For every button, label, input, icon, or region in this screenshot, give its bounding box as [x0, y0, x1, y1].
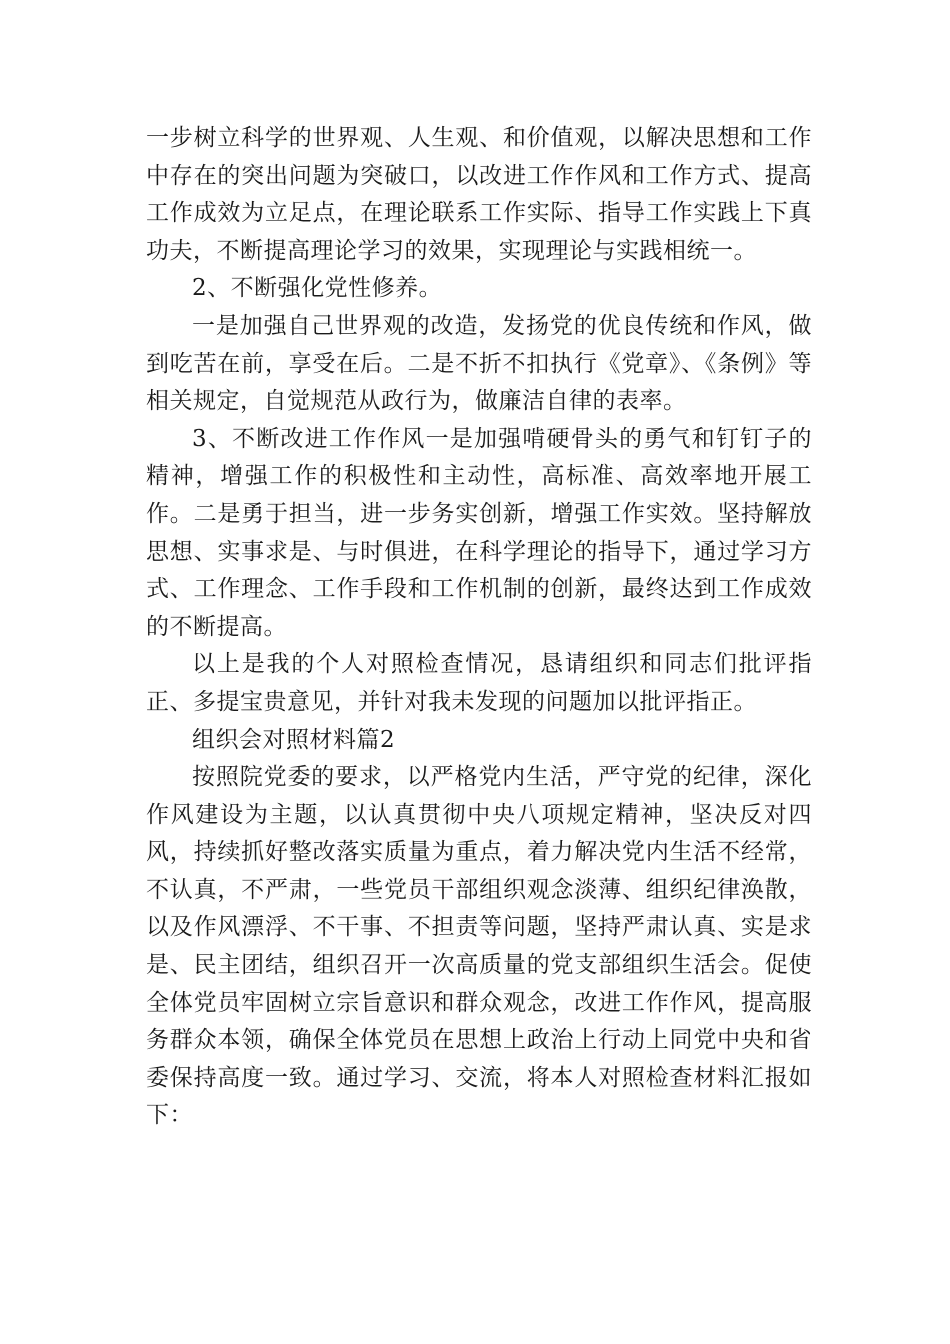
paragraph-item-2-title: 2、不断强化党性修养。: [192, 275, 443, 302]
document-page: [146, 120, 812, 1135]
section-heading-part-2: 组织会对照材料篇2: [192, 726, 396, 753]
paragraph-closing: 以上是我的个人对照检查情况，恳请组织和同志们批评指正、多提宝贵意见，并针对我未发现的问题加以批评指正。: [146, 651, 812, 715]
paragraph-item-3: 3、不断改进工作作风一是加强啃硬骨头的勇气和钉钉子的精神，增强工作的积极性和主动性，高标准、高效率地开展工作。二是勇于担当，进一步务实创新，增强工作实效。坚持解放思想、实事求是、与时俱进，在科学理论的指导下，通过学习方式、工作理念、工作手段和工作机制的创新，最终达到工作成效的不断提高。: [146, 425, 812, 640]
paragraph-item-2-body: 一是加强自己世界观的改造，发扬党的优良传统和作风，做到吃苦在前，享受在后。二是不折不扣执行《党章》、《条例》等相关规定，自觉规范从政行为，做廉洁自律的表率。: [146, 312, 812, 415]
paragraph-continuation: 一步树立科学的世界观、人生观、和价值观，以解决思想和工作中存在的突出问题为突破口，以改进工作作风和工作方式、提高工作成效为立足点，在理论联系工作实际、指导工作实践上下真功夫，不断提高理论学习的效果，实现理论与实践相统一。: [146, 125, 812, 264]
paragraph-part-2-intro: 按照院党委的要求，以严格党内生活，严守党的纪律，深化作风建设为主题，以认真贯彻中央八项规定精神，坚决反对四风，持续抓好整改落实质量为重点，着力解决党内生活不经常，不认真，不严肃，一些党员干部组织观念淡薄、组织纪律涣散，以及作风漂浮、不干事、不担责等问题，坚持严肃认真、实是求是、民主团结，组织召开一次高质量的党支部组织生活会。促使全体党员牢固树立宗旨意识和群众观念，改进工作作风，提高服务群众本领，确保全体党员在思想上政治上行动上同党中央和省委保持高度一致。通过学习、交流，将本人对照检查材料汇报如下：: [146, 764, 812, 1129]
